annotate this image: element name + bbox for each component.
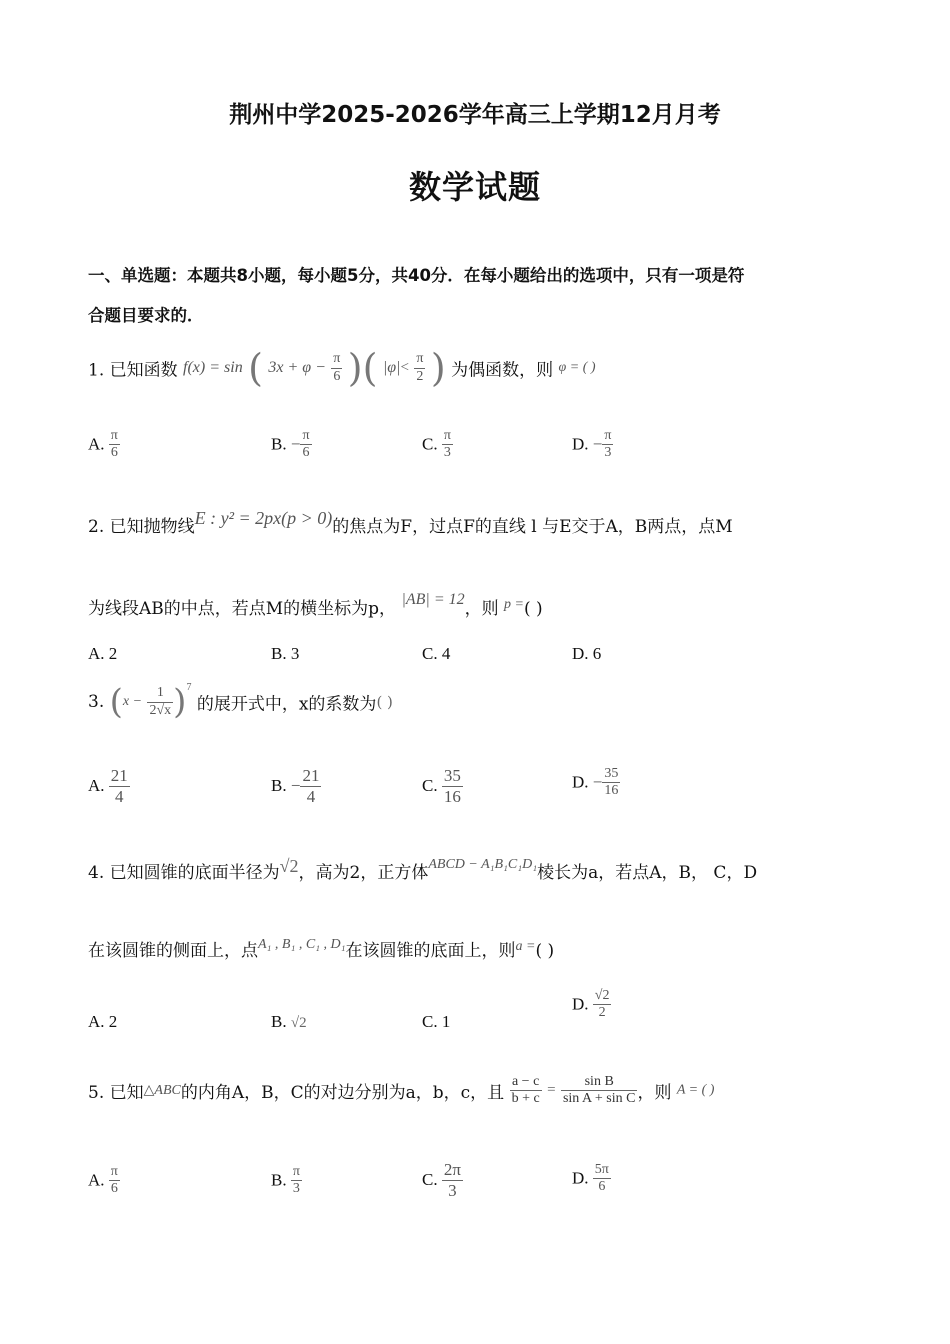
question-4-line1 — [88, 858, 757, 883]
q1-inner: 3x + φ − — [268, 359, 326, 376]
q2-option-b[interactable]: B. 3 — [271, 644, 300, 663]
question-1: 1. 已知函数 f(x) = sin ( 3x + φ − $\frac{\pi}{6}$ )( |φ|< $\frac{\pi}{2}$ ) 为偶函数，则 φ = ( ) — [88, 346, 596, 390]
q3-power: 7 — [186, 682, 192, 693]
q5-triangle: △ABC — [143, 1083, 181, 1099]
q3-option-a[interactable]: A. $\frac{21}{4}$ — [88, 766, 128, 806]
q3-lparen: ( — [109, 682, 123, 722]
q5-option-d[interactable]: D. $\frac{5\pi}{6}$ — [572, 1162, 609, 1195]
q3-prefix: 3. — [88, 692, 105, 712]
q3-tail: ( ) — [376, 693, 393, 711]
q2-prefix: 2. 已知抛物线 — [88, 517, 195, 537]
q3-option-d[interactable]: D. − $\frac{35}{16}$ — [572, 766, 619, 799]
q5-rhs: $\frac{\text{sin B}}{\text{sin A + sin C}}$ — [562, 1074, 636, 1107]
q5-equals: = — [547, 1082, 556, 1099]
q1-option-d[interactable]: D. − $\frac{\pi}{3}$ — [572, 428, 612, 461]
q2-equation: E : y² = 2px(p > 0) — [194, 508, 333, 528]
q2-p: p = — [504, 597, 524, 612]
q1-rparen2: ) — [430, 346, 446, 390]
q3-option-c[interactable]: C. $\frac{35}{16}$ — [422, 766, 461, 806]
q4-a: a = — [515, 939, 536, 954]
q5-option-b[interactable]: B. $\frac{\pi}{3}$ — [271, 1164, 300, 1197]
q4-tail: ( ) — [535, 941, 555, 961]
q4-radius: √2 — [279, 856, 299, 876]
section-heading-line1: 一、单选题：本题共8小题，每小题5分，共40分．在每小题给出的选项中，只有一项是符 — [88, 266, 745, 285]
section-heading-line2: 合题目要求的． — [88, 306, 204, 325]
q4-text4: 在该圆锥的底面上，则 — [345, 941, 516, 961]
q1-fx: f(x) = sin — [183, 359, 243, 376]
question-3 — [88, 682, 393, 722]
q5-answer-slot: A = ( ) — [676, 1082, 715, 1098]
q4-cube: ABCD − A₁B₁C₁D₁ — [428, 857, 538, 872]
q2-option-c[interactable]: C. 4 — [422, 644, 451, 663]
q4-prefix: 4. 已知圆锥的底面半径为 — [88, 863, 280, 883]
q1-cond-frac: $\frac{\pi}{2}$ — [416, 351, 424, 384]
q2-option-d[interactable]: D. 6 — [572, 644, 602, 663]
q4-text3: 在该圆锥的侧面上，点 — [88, 941, 258, 961]
q1-option-a[interactable]: A. $\frac{\pi}{6}$ — [88, 428, 118, 461]
q1-frac: $\frac{\pi}{6}$ — [333, 351, 341, 384]
q3-rparen: ) — [173, 682, 187, 722]
q1-cond: |φ| — [382, 359, 401, 376]
q2-text1: 的焦点为F，过点F的直线 l 与E交于A，B两点，点M — [332, 517, 733, 537]
q5-option-c[interactable]: C. $\frac{2\pi}{3}$ — [422, 1160, 461, 1200]
q2-ab: |AB| = 12 — [401, 591, 465, 608]
q2-text3: ，则 — [464, 599, 499, 619]
q1-lparen2: ( — [362, 346, 378, 390]
q5-option-a[interactable]: A. $\frac{\pi}{6}$ — [88, 1164, 118, 1197]
q5-text2: ，则 — [637, 1083, 672, 1104]
q2-text2: 为线段AB的中点，若点M的横坐标为p， — [88, 599, 397, 619]
q1-option-c[interactable]: C. $\frac{\pi}{3}$ — [422, 428, 451, 461]
q4-option-a[interactable]: A. 2 — [88, 1012, 118, 1031]
q4-option-c[interactable]: C. 1 — [422, 1012, 451, 1031]
q4-option-d[interactable]: D. $\frac{√2}{2}$ — [572, 988, 610, 1021]
question-4-line2 — [88, 936, 554, 961]
q1-option-b[interactable]: B. − $\frac{\pi}{6}$ — [271, 428, 310, 461]
question-5 — [88, 1074, 714, 1107]
q4-text2: 棱长为a，若点A，B， C，D — [537, 863, 758, 883]
q4-text1: ，高为2，正方体 — [298, 863, 429, 883]
q4-option-b[interactable]: B. √2 — [271, 1012, 307, 1031]
question-2-line2 — [88, 591, 543, 619]
q5-lhs: $\frac{a - c}{b + c}$ — [511, 1074, 540, 1107]
q5-text1: 的内角A，B，C的对边分别为a，b，c，且 — [180, 1083, 505, 1104]
q1-prefix: 1. 已知函数 — [88, 360, 178, 381]
q2-tail: ( ) — [523, 599, 543, 619]
exam-title: 荆州中学2025-2026学年高三上学期12月月考 — [229, 102, 721, 128]
q3-option-b[interactable]: B. − $\frac{21}{4}$ — [271, 766, 320, 806]
q1-mid: 为偶函数，则 — [451, 360, 554, 381]
q5-prefix: 5. 已知 — [88, 1083, 144, 1104]
q2-option-a[interactable]: A. 2 — [88, 644, 118, 663]
q4-points: A₁ , B₁ , C₁ , D₁ — [258, 937, 346, 952]
q1-lparen: ( — [248, 346, 263, 390]
q3-frac: $\frac{1}{2√x}$ — [149, 685, 172, 718]
q3-expr-x: x − — [122, 694, 143, 709]
subject-title: 数学试题 — [408, 168, 541, 206]
q3-text: 的展开式中，x的系数为 — [196, 694, 377, 715]
q1-rparen: ) — [347, 346, 363, 390]
q1-tail: φ = ( ) — [558, 360, 596, 375]
question-2-line1 — [88, 508, 733, 537]
